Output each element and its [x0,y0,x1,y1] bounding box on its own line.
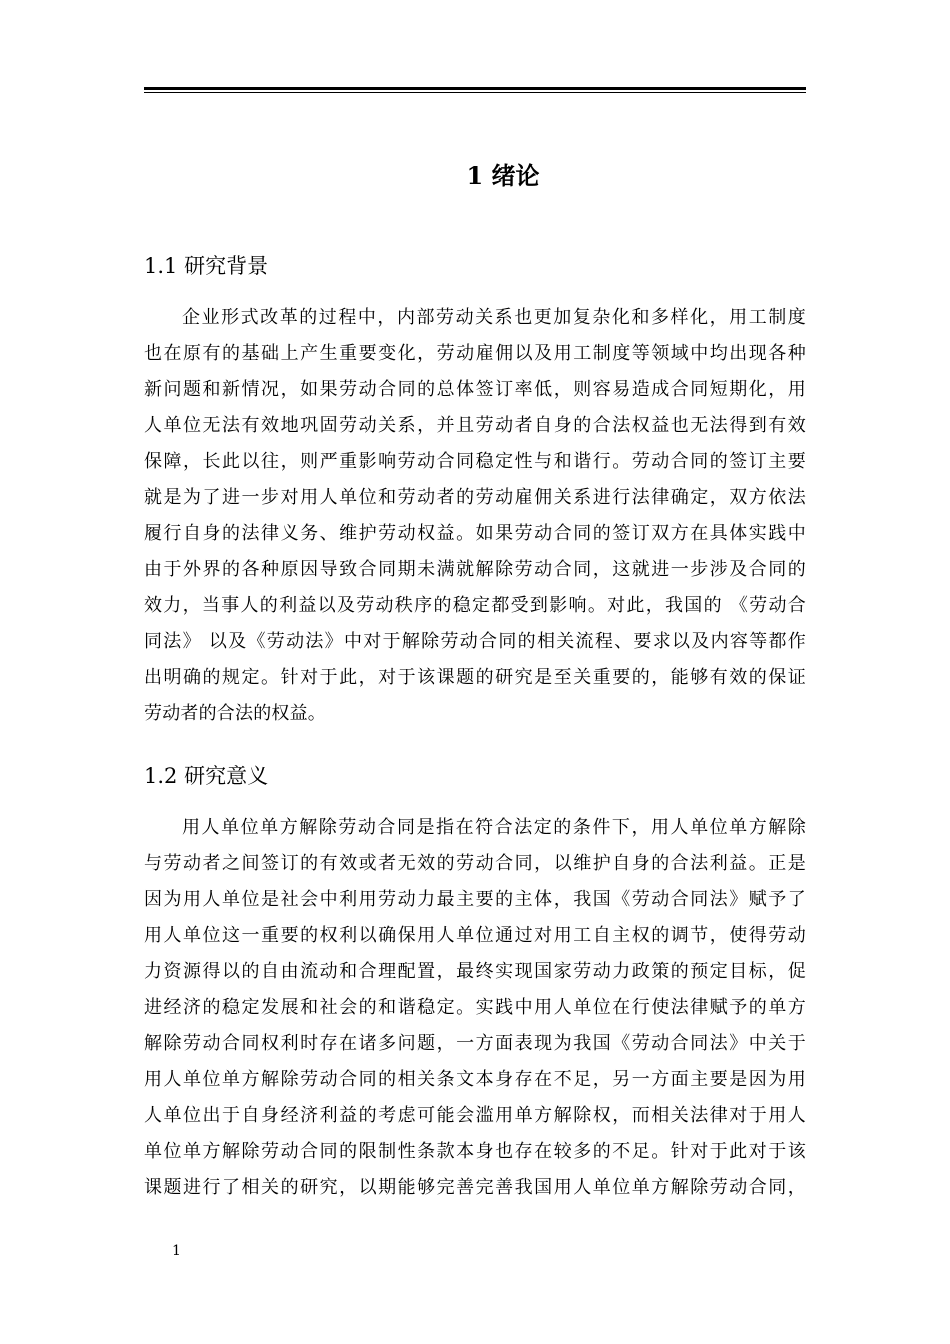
paragraph-line: 也在原有的基础上产生重要变化，劳动雇佣以及用工制度等领域中均出现各种 [144,343,806,364]
paragraph-line: 课题进行了相关的研究，以期能够完善完善我国用人单位单方解除劳动合同， [144,1177,806,1198]
paragraph-line: 用人单位单方解除劳动合同的相关条文本身存在不足，另一方面主要是因为用 [144,1069,806,1090]
paragraph-line: 用人单位单方解除劳动合同是指在符合法定的条件下，用人单位单方解除 [182,817,806,838]
paragraph-line: 因为用人单位是社会中利用劳动力最主要的主体，我国《劳动合同法》赋予了 [144,889,806,910]
header-rule-thin [144,92,806,93]
paragraph-line: 新问题和新情况，如果劳动合同的总体签订率低，则容易造成合同短期化，用 [144,379,806,400]
paragraph-line: 用人单位这一重要的权利以确保用人单位通过对用工自主权的调节，使得劳动 [144,925,806,946]
paragraph-line: 履行自身的法律义务、维护劳动权益。如果劳动合同的签订双方在具体实践中 [144,523,806,544]
paragraph-line: 力资源得以的自由流动和合理配置，最终实现国家劳动力政策的预定目标，促 [144,961,806,982]
section-heading-background: 1.1 研究背景 [144,254,269,278]
paragraph-line: 单位单方解除劳动合同的限制性条款本身也存在较多的不足。针对于此对于该 [144,1141,806,1162]
paragraph-line: 与劳动者之间签订的有效或者无效的劳动合同，以维护自身的合法利益。正是 [144,853,806,874]
paragraph-line: 保障，长此以往，则严重影响劳动合同稳定性与和谐行。劳动合同的签订主要 [144,451,806,472]
paragraph-line: 进经济的稳定发展和社会的和谐稳定。实践中用人单位在行使法律赋予的单方 [144,997,806,1018]
paragraph-line: 企业形式改革的过程中，内部劳动关系也更加复杂化和多样化，用工制度 [182,307,806,328]
paragraph-line: 就是为了进一步对用人单位和劳动者的劳动雇佣关系进行法律确定，双方依法 [144,487,806,508]
page-number: 1 [172,1243,181,1259]
paragraph-line: 人单位出于自身经济利益的考虑可能会滥用单方解除权，而相关法律对于用人 [144,1105,806,1126]
chapter-title: 1 绪论 [466,161,540,190]
paragraph-line: 劳动者的合法的权益。 [144,703,326,724]
paragraph-line: 出明确的规定。针对于此，对于该课题的研究是至关重要的，能够有效的保证 [144,667,806,688]
header-rule-thick [144,87,806,90]
paragraph-line: 同法》 以及《劳动法》中对于解除劳动合同的相关流程、要求以及内容等都作 [144,631,806,652]
paragraph-line: 人单位无法有效地巩固劳动关系，并且劳动者自身的合法权益也无法得到有效 [144,415,806,436]
section-heading-significance: 1.2 研究意义 [144,764,269,788]
paragraph-line: 解除劳动合同权利时存在诸多问题，一方面表现为我国《劳动合同法》中关于 [144,1033,806,1054]
paragraph-line: 由于外界的各种原因导致合同期未满就解除劳动合同，这就进一步涉及合同的 [144,559,806,580]
paragraph-line: 效力，当事人的利益以及劳动秩序的稳定都受到影响。对此，我国的 《劳动合 [144,595,806,616]
